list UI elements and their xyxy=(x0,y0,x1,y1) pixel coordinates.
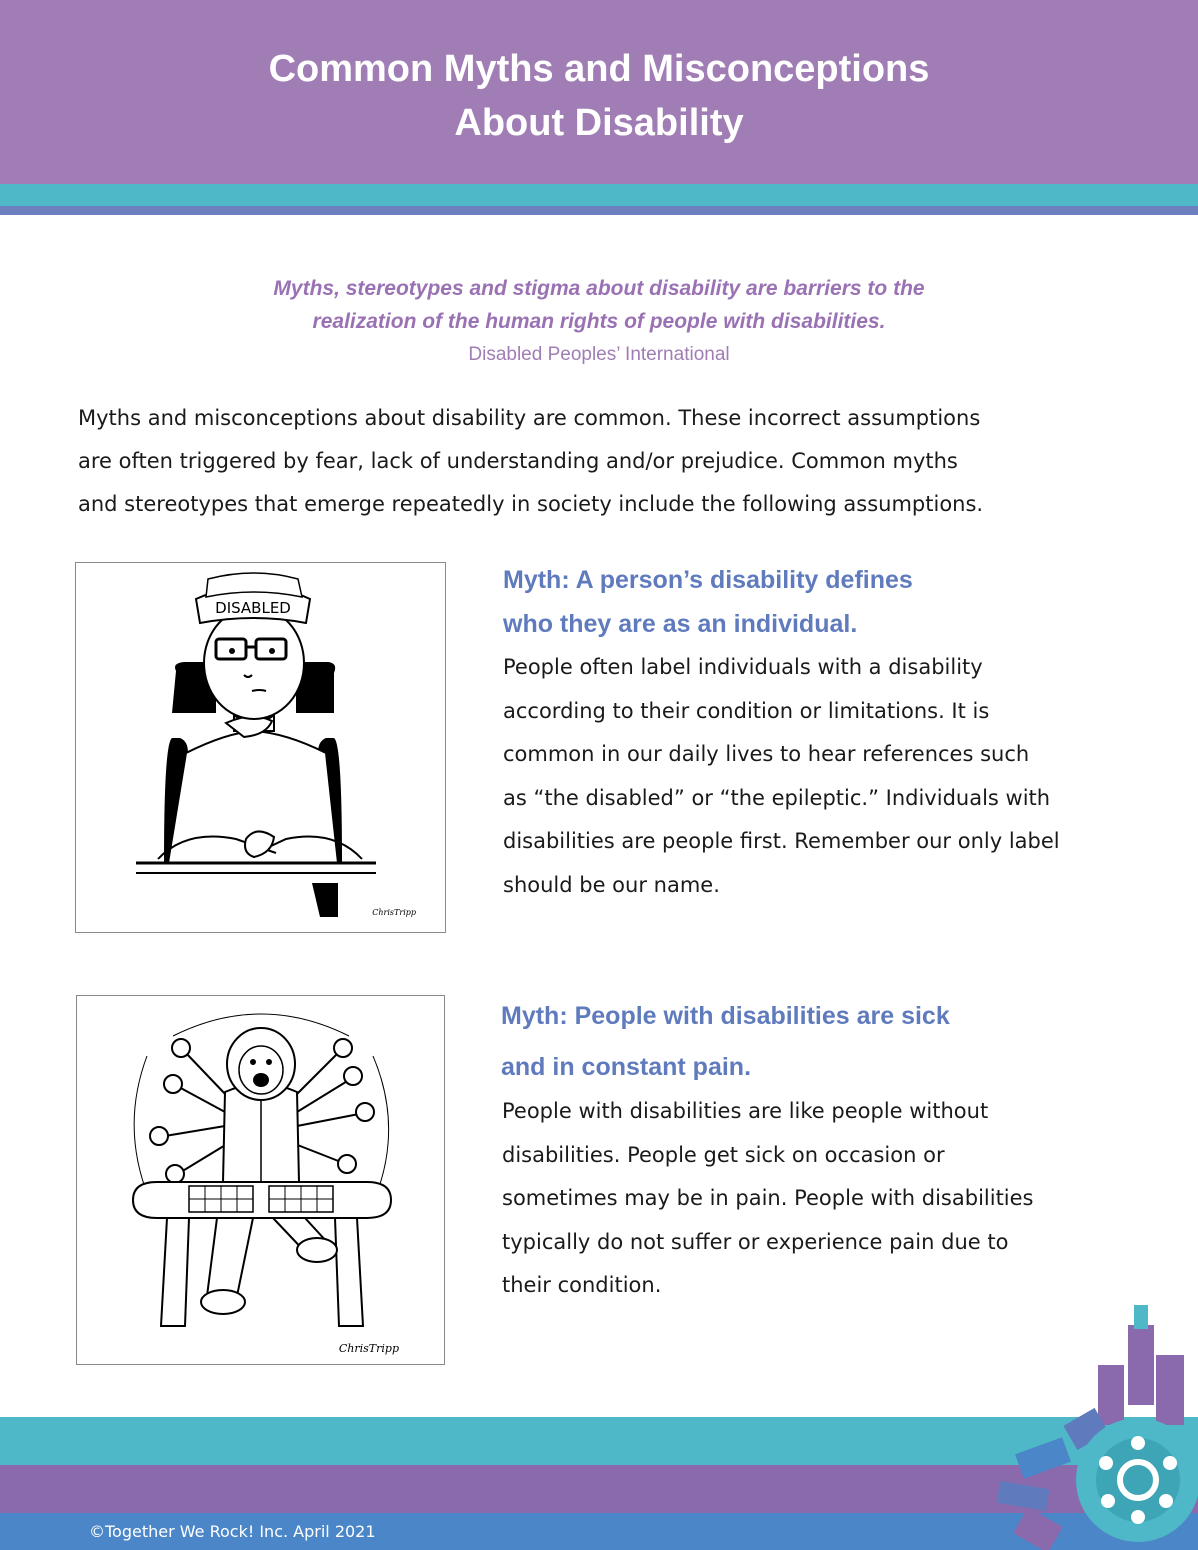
quote-source: Disabled Peoples’ International xyxy=(468,344,730,365)
cartoon-disabled-hat xyxy=(75,562,446,933)
myth-2-title xyxy=(501,991,950,1093)
left-leg xyxy=(207,1218,253,1296)
hand xyxy=(172,1039,190,1057)
myth-1-title-line: Myth: A person’s disability defines xyxy=(503,566,913,594)
intro-line: Myths and misconceptions about disability are common. These incorrect assumptions xyxy=(78,406,981,430)
arm xyxy=(181,1144,227,1172)
right-eye xyxy=(266,1059,272,1065)
page-title-line-2: About Disability xyxy=(454,102,744,144)
myth-1-body-line: according to their condition or limitations. It is xyxy=(503,698,990,723)
hand xyxy=(334,1039,352,1057)
myth-1-body xyxy=(503,646,1060,907)
arm xyxy=(295,1144,341,1162)
header-stripe-teal xyxy=(0,184,1198,206)
open-mouth xyxy=(253,1073,269,1087)
cartoon-many-arms-drawing xyxy=(77,996,444,1364)
logo-person xyxy=(1099,1456,1113,1470)
chair-leg xyxy=(312,883,338,917)
myth-2-body xyxy=(502,1090,1034,1308)
hand xyxy=(166,1165,184,1183)
logo-building-top xyxy=(1134,1305,1148,1329)
page-title-line-1: Common Myths and Misconceptions xyxy=(268,48,930,90)
logo-person xyxy=(1159,1494,1173,1508)
myth-2-body-line: typically do not suffer or experience pain due to xyxy=(502,1229,1009,1254)
cartoon-many-arms xyxy=(76,995,445,1365)
myth-1-body-line: People often label individuals with a disability xyxy=(503,655,983,679)
artist-signature: ChrisTripp xyxy=(372,908,416,917)
left-eye xyxy=(250,1059,256,1065)
myth-1-title xyxy=(503,558,913,646)
left-shoe xyxy=(201,1290,245,1314)
myth-2-title-line: Myth: People with disabilities are sick xyxy=(501,1002,950,1030)
myth-1-body-line: common in our daily lives to hear references such xyxy=(503,742,1030,766)
arm xyxy=(177,1086,225,1112)
myth-1-body-line: as “the disabled” or “the epileptic.” Individuals with xyxy=(503,785,1051,810)
together-we-rock-logo-icon xyxy=(988,1305,1198,1550)
hand xyxy=(344,1067,362,1085)
logo-inner-circle xyxy=(1096,1438,1180,1522)
copyright-notice: ©Together We Rock! Inc. April 2021 xyxy=(89,1522,376,1541)
quote-line-1: Myths, stereotypes and stigma about disability are barriers to the xyxy=(273,277,925,300)
logo-building xyxy=(1015,1437,1071,1479)
arm xyxy=(165,1126,225,1136)
myth-2-body-line: People with disabilities are like people without xyxy=(502,1099,989,1123)
intro-paragraph xyxy=(78,397,1128,526)
header-stripe-blue xyxy=(0,206,1198,215)
right-eye xyxy=(269,648,275,654)
cap-text: DISABLED xyxy=(215,599,291,617)
logo-person xyxy=(1131,1436,1145,1450)
left-eye xyxy=(229,648,235,654)
arm xyxy=(297,1114,359,1126)
logo-person xyxy=(1163,1456,1177,1470)
wheelchair-right xyxy=(335,1218,363,1326)
logo-building xyxy=(1013,1507,1063,1550)
logo-building xyxy=(1128,1325,1154,1405)
intro-line: are often triggered by fear, lack of understanding and/or prejudice. Common myths xyxy=(78,449,958,473)
hand xyxy=(356,1103,374,1121)
logo-building xyxy=(1156,1355,1184,1425)
hand xyxy=(338,1155,356,1173)
desk xyxy=(133,1182,391,1218)
myth-2-body-line: their condition. xyxy=(502,1273,662,1297)
header-banner xyxy=(0,0,1198,184)
mouth xyxy=(252,690,266,691)
right-shoe xyxy=(297,1238,337,1262)
cartoon-disabled-hat-drawing xyxy=(76,563,445,932)
myth-1-title-line: who they are as an individual. xyxy=(503,610,858,638)
head xyxy=(204,607,304,719)
hand xyxy=(150,1127,168,1145)
wheelchair-left xyxy=(161,1218,189,1326)
myth-1-body-line: disabilities are people first. Remember our only label xyxy=(503,829,1060,853)
page-title xyxy=(0,42,1198,150)
quote-block xyxy=(0,272,1198,372)
myth-2-title-line: and in constant pain. xyxy=(501,1053,752,1081)
hand xyxy=(164,1075,182,1093)
myth-2-body-line: sometimes may be in pain. People with disabilities xyxy=(502,1186,1034,1210)
artist-signature: ChrisTripp xyxy=(338,1342,399,1355)
logo-building xyxy=(996,1481,1049,1511)
logo-person xyxy=(1101,1494,1115,1508)
myth-2-body-line: disabilities. People get sick on occasion or xyxy=(502,1142,945,1167)
intro-line: and stereotypes that emerge repeatedly in society include the following assumptions. xyxy=(78,492,984,516)
arm xyxy=(185,1052,227,1096)
myth-1-body-line: should be our name. xyxy=(503,872,720,897)
logo-person xyxy=(1131,1510,1145,1524)
logo-building xyxy=(1098,1365,1124,1425)
quote-line-2: realization of the human rights of people with disabilities. xyxy=(312,310,886,333)
